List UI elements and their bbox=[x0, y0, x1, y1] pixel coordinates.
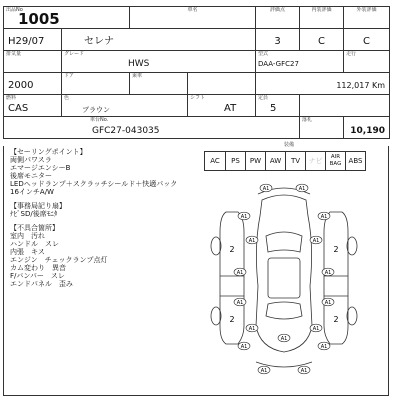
damage-mark bbox=[278, 334, 290, 342]
defect-item: F/バンパー スレ bbox=[10, 272, 65, 280]
mileage-label: 走行 bbox=[346, 51, 357, 57]
damage-mark bbox=[318, 212, 330, 220]
lot-number: 1005 bbox=[18, 9, 60, 27]
color-label: 色 bbox=[64, 95, 70, 101]
exterior-label: 外装評価 bbox=[356, 7, 377, 13]
svg-text:A1: A1 bbox=[324, 269, 332, 276]
interior-label-cell bbox=[300, 7, 344, 29]
interior-cell bbox=[300, 29, 344, 51]
selling-point: 後席モニター bbox=[10, 172, 52, 180]
equipment-item: PS bbox=[225, 152, 245, 170]
damage-mark bbox=[258, 366, 270, 374]
inspection-area bbox=[3, 142, 389, 396]
equipment-item: ナビ bbox=[305, 152, 325, 170]
equipment-grid bbox=[204, 151, 366, 171]
chassis-number: GFC27-043035 bbox=[92, 125, 160, 136]
damage-marks bbox=[234, 184, 334, 374]
grade: HWS bbox=[128, 59, 150, 69]
header-grid bbox=[3, 6, 390, 139]
damage-mark bbox=[260, 184, 272, 192]
displacement: 2000 bbox=[8, 79, 34, 91]
auction-sheet bbox=[3, 6, 389, 394]
seat-cell bbox=[130, 73, 188, 95]
svg-text:A1: A1 bbox=[248, 237, 256, 244]
chassis-label: 車台No. bbox=[90, 117, 109, 123]
damage-mark bbox=[310, 324, 322, 332]
grade-cell bbox=[62, 51, 256, 73]
selling-point: LEDヘッドランプ＋スクラッチシールド＋快適パック bbox=[10, 180, 178, 188]
equipment-item: ABS bbox=[345, 152, 365, 170]
seat-number: 2 bbox=[333, 315, 339, 324]
score-label-cell bbox=[256, 7, 300, 29]
damage-mark bbox=[310, 236, 322, 244]
defect-item: カム変わり 異音 bbox=[10, 264, 66, 272]
door-cell bbox=[62, 73, 130, 95]
svg-text:A1: A1 bbox=[236, 269, 244, 276]
mileage: 112,017 Km bbox=[336, 81, 385, 90]
damage-mark bbox=[298, 366, 310, 374]
displacement-cell bbox=[4, 73, 62, 95]
interior-label: 内装評価 bbox=[311, 7, 332, 13]
seats: 5 bbox=[270, 102, 277, 114]
model-code: DAA-GFC27 bbox=[258, 60, 299, 68]
color-code: CAS bbox=[8, 102, 29, 114]
chassis-cell bbox=[4, 117, 300, 139]
svg-text:A1: A1 bbox=[300, 367, 308, 374]
car-name-label-cell bbox=[130, 7, 256, 29]
car-name: セレナ bbox=[84, 36, 114, 47]
model-cell bbox=[256, 51, 344, 73]
exterior-grade: C bbox=[363, 36, 370, 47]
door-label: ドア bbox=[64, 73, 74, 79]
shift: AT bbox=[224, 102, 237, 114]
defect-item: 室内 汚れ bbox=[10, 232, 45, 240]
seats-cell bbox=[256, 95, 300, 117]
mileage-label-cell bbox=[344, 51, 390, 73]
register-item: ﾅﾋﾞSD/後席ﾓﾆﾀ bbox=[10, 210, 58, 218]
svg-text:A1: A1 bbox=[240, 343, 248, 350]
svg-text:A1: A1 bbox=[298, 185, 306, 192]
damage-mark bbox=[246, 324, 258, 332]
svg-text:A1: A1 bbox=[312, 237, 320, 244]
damage-mark bbox=[238, 212, 250, 220]
defects-title: 【不具合箇所】 bbox=[10, 224, 59, 232]
equipment-label: 装備 bbox=[283, 142, 294, 148]
blank-cell bbox=[188, 73, 256, 95]
svg-text:A1: A1 bbox=[248, 325, 256, 332]
shift-cell bbox=[188, 95, 256, 117]
seat-number: 2 bbox=[229, 315, 235, 324]
color-cell bbox=[62, 95, 188, 117]
price: 10,190 bbox=[350, 125, 385, 136]
svg-text:A1: A1 bbox=[280, 335, 288, 342]
selling-point: 16インチA/W bbox=[10, 188, 54, 196]
svg-text:A1: A1 bbox=[260, 367, 268, 374]
cc-cell bbox=[4, 51, 62, 73]
svg-text:A1: A1 bbox=[324, 299, 332, 306]
svg-text:A1: A1 bbox=[240, 213, 248, 220]
damage-mark bbox=[234, 268, 246, 276]
equipment-item: TV bbox=[285, 152, 305, 170]
register-title: 【事務局記り扇】 bbox=[10, 202, 66, 210]
price-label: 落札 bbox=[302, 117, 313, 123]
score-label: 評価点 bbox=[269, 7, 285, 13]
model-label: 型式 bbox=[258, 51, 269, 57]
empty-cell bbox=[300, 95, 390, 117]
score-cell bbox=[256, 29, 300, 51]
seat-numbers bbox=[229, 245, 338, 324]
damage-mark bbox=[234, 298, 246, 306]
damage-mark bbox=[322, 268, 334, 276]
shift-label: シフト bbox=[190, 95, 206, 101]
svg-text:A1: A1 bbox=[262, 185, 270, 192]
model-year: H29/07 bbox=[8, 36, 45, 47]
equipment-item: AIR BAG bbox=[325, 152, 345, 170]
price-label-cell bbox=[300, 117, 344, 139]
svg-text:A1: A1 bbox=[236, 299, 244, 306]
equipment-item: PW bbox=[245, 152, 265, 170]
seat-label: 乗車 bbox=[132, 73, 143, 79]
exterior-cell bbox=[344, 29, 390, 51]
equipment-item: AC bbox=[210, 157, 220, 165]
selling-points-title: 【セーリングポイント】 bbox=[10, 148, 87, 156]
defect-item: 内張 キス bbox=[10, 248, 45, 256]
year-cell bbox=[4, 29, 62, 51]
lot-label: 出品No bbox=[6, 7, 23, 13]
price-cell bbox=[344, 117, 390, 139]
svg-text:A1: A1 bbox=[312, 325, 320, 332]
grade-label: グレード bbox=[64, 51, 85, 57]
exterior-label-cell bbox=[344, 7, 390, 29]
damage-mark bbox=[246, 236, 258, 244]
defect-item: エンジン チェックランプ点灯 bbox=[10, 256, 108, 264]
svg-text:A1: A1 bbox=[320, 343, 328, 350]
notes-column bbox=[10, 146, 205, 288]
cc-label: 排気量 bbox=[6, 51, 22, 57]
seat-number: 2 bbox=[229, 245, 235, 254]
defect-item: エンドパネル 歪み bbox=[10, 280, 73, 288]
interior-grade: C bbox=[318, 36, 325, 47]
equipment-item: AW bbox=[265, 152, 285, 170]
damage-mark bbox=[238, 342, 250, 350]
car-diagram bbox=[204, 176, 364, 386]
seat-number: 2 bbox=[333, 245, 339, 254]
damage-mark bbox=[296, 184, 308, 192]
damage-mark bbox=[318, 342, 330, 350]
selling-point: 両側パワスラ bbox=[10, 156, 52, 164]
damage-mark bbox=[322, 298, 334, 306]
svg-text:A1: A1 bbox=[320, 213, 328, 220]
fuel-label: 燃料 bbox=[6, 95, 17, 101]
defect-item: ハンドル スレ bbox=[10, 240, 59, 248]
selling-point: エマージエンシーB bbox=[10, 164, 71, 172]
seats-label: 定員 bbox=[258, 95, 269, 101]
color-name: ブラウン bbox=[82, 105, 110, 114]
car-name-cell bbox=[62, 29, 256, 51]
mileage-cell bbox=[256, 73, 390, 95]
lot-cell bbox=[4, 7, 130, 29]
color-code-cell bbox=[4, 95, 62, 117]
car-name-label: 車名 bbox=[187, 7, 198, 13]
auction-score: 3 bbox=[274, 36, 281, 47]
